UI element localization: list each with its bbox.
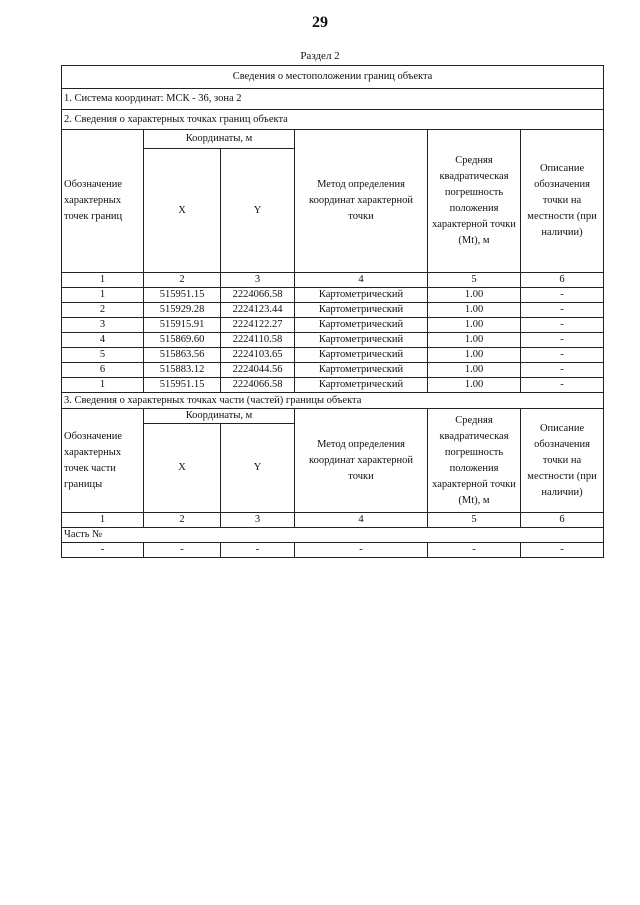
method: Картометрический [295,303,428,318]
col-num: 6 [521,273,604,288]
table-row [62,318,604,333]
parts-col-num: 4 [295,513,428,528]
error: 1.00 [428,303,521,318]
point-id: 2 [62,303,144,318]
description: - [521,303,604,318]
description: - [521,288,604,303]
method: Картометрический [295,378,428,393]
boundary-section-title: 2. Сведения о характерных точках границ объекта [62,110,604,130]
parts-col-header-point: Обозначение характерных точек части границы [62,409,144,513]
coord-x: 515869.60 [144,333,221,348]
col-header-coords: Координаты, м [144,130,295,149]
col-header-method: Метод определения координат характерной точки [295,130,428,273]
method: Картометрический [295,288,428,303]
col-num: 3 [221,273,295,288]
parts-col-num: 5 [428,513,521,528]
parts-section-title: 3. Сведения о характерных точках части (частей) границы объекта [62,393,604,409]
parts-col-num: 2 [144,513,221,528]
col-header-y: Y [221,149,295,273]
description: - [521,333,604,348]
coord-y: 2224066.58 [221,378,295,393]
method: Картометрический [295,363,428,378]
col-num: 4 [295,273,428,288]
point-id: 1 [62,378,144,393]
error: 1.00 [428,333,521,348]
method: Картометрический [295,348,428,363]
col-num: 2 [144,273,221,288]
description: - [521,318,604,333]
table-row [62,288,604,303]
parts-col-num: 1 [62,513,144,528]
col-num: 1 [62,273,144,288]
parts-col-num: 3 [221,513,295,528]
method: Картометрический [295,318,428,333]
description: - [521,378,604,393]
table-title: Сведения о местоположении границ объекта [62,66,604,89]
col-header-error: Средняя квадратическая погрешность положения характерной точки (Mt), м [428,130,521,273]
col-header-x: X [144,149,221,273]
parts-col-header-coords: Координаты, м [144,409,295,424]
coord-y: 2224066.58 [221,288,295,303]
table-row [62,543,604,558]
parts-col-header-method: Метод определения координат характерной точки [295,409,428,513]
point-id: 5 [62,348,144,363]
empty-cell: - [295,543,428,558]
section-title: Раздел 2 [300,50,340,62]
coord-x: 515951.15 [144,288,221,303]
part-label: Часть № [62,528,604,543]
coord-system: 1. Система координат: МСК - 36, зона 2 [62,89,604,110]
coord-x: 515929.28 [144,303,221,318]
empty-cell: - [144,543,221,558]
point-id: 3 [62,318,144,333]
table-row [62,333,604,348]
error: 1.00 [428,288,521,303]
empty-cell: - [62,543,144,558]
coord-x: 515915.91 [144,318,221,333]
coord-x: 515951.15 [144,378,221,393]
description: - [521,348,604,363]
col-header-point: Обозначение характерных точек границ [62,130,144,273]
description: - [521,363,604,378]
coord-x: 515863.56 [144,348,221,363]
parts-col-num: 6 [521,513,604,528]
coord-y: 2224044.56 [221,363,295,378]
point-id: 6 [62,363,144,378]
coord-y: 2224122.27 [221,318,295,333]
coord-y: 2224110.58 [221,333,295,348]
coord-y: 2224123.44 [221,303,295,318]
empty-cell: - [521,543,604,558]
empty-cell: - [221,543,295,558]
coord-x: 515883.12 [144,363,221,378]
col-num: 5 [428,273,521,288]
parts-col-header-desc: Описание обозначения точки на местности (при наличии) [521,409,604,513]
col-header-desc: Описание обозначения точки на местности (при наличии) [521,130,604,273]
empty-cell: - [428,543,521,558]
coord-y: 2224103.65 [221,348,295,363]
table-row [62,303,604,318]
parts-col-header-x: X [144,424,221,513]
error: 1.00 [428,363,521,378]
table-row [62,348,604,363]
parts-col-header-error: Средняя квадратическая погрешность положения характерной точки (Mt), м [428,409,521,513]
point-id: 4 [62,333,144,348]
error: 1.00 [428,348,521,363]
error: 1.00 [428,378,521,393]
point-id: 1 [62,288,144,303]
boundary-table [61,65,604,558]
table-row [62,378,604,393]
page-number: 29 [312,14,328,31]
method: Картометрический [295,333,428,348]
error: 1.00 [428,318,521,333]
table-row [62,363,604,378]
parts-col-header-y: Y [221,424,295,513]
